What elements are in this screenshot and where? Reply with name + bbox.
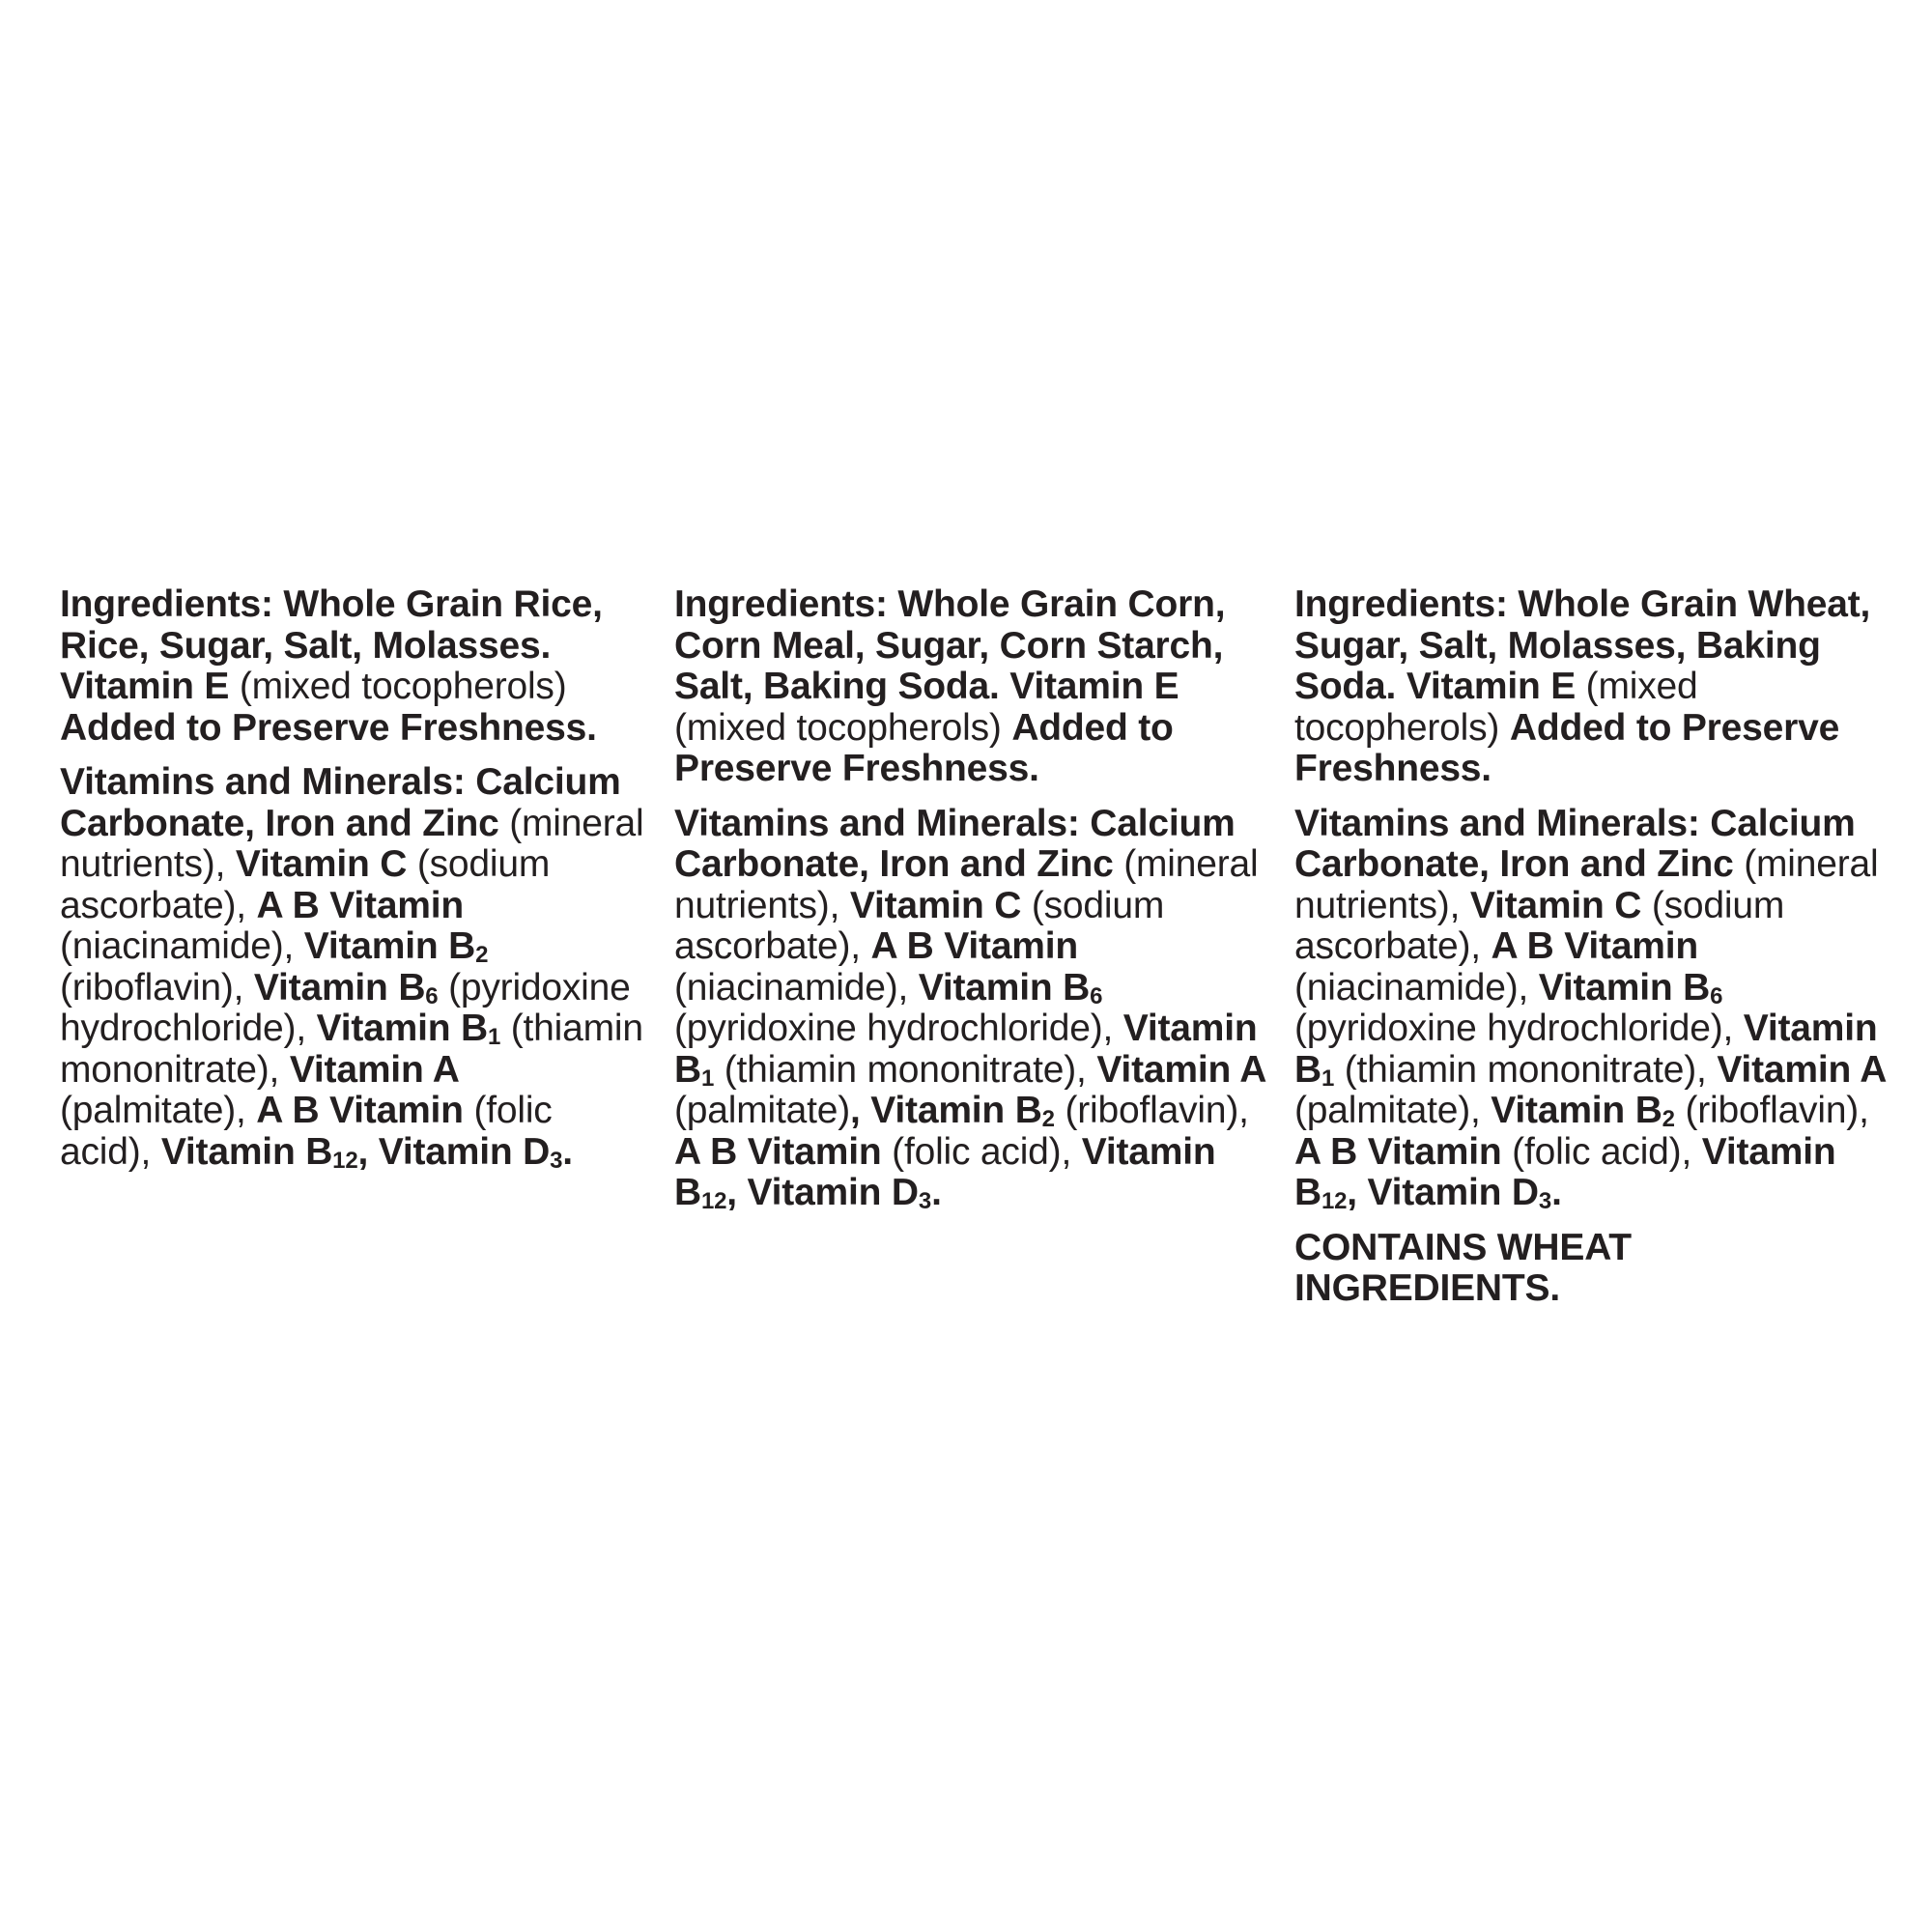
regular-text: (sodium ascorbate),	[1294, 884, 1785, 967]
vitamins-minerals-paragraph	[1294, 804, 1893, 1214]
regular-text: (pyridoxine hydrochloride),	[1294, 1008, 1744, 1049]
bold-text: Vitamin C	[1469, 884, 1642, 926]
regular-text: (thiamin mononitrate),	[1334, 1048, 1718, 1091]
bold-text: Vitamin B	[160, 1130, 333, 1173]
bold-text: Vitamin B	[1294, 1130, 1836, 1213]
bold-text: A B Vitamin	[870, 925, 1079, 967]
bold-text: , Vitamin D	[1347, 1172, 1539, 1213]
regular-text: (mineral nutrients),	[1294, 843, 1879, 926]
ingredients-column-2	[674, 584, 1273, 1228]
bold-text: CONTAINS WHEAT INGREDIENTS.	[1294, 1226, 1632, 1309]
subscript-text: 1	[1321, 1065, 1335, 1092]
bold-text: A B Vitamin	[256, 1090, 464, 1131]
regular-text: (palmitate),	[60, 1090, 257, 1131]
bold-text: .	[562, 1130, 573, 1173]
bold-text: .	[931, 1172, 942, 1213]
bold-text: , Vitamin D	[357, 1130, 551, 1173]
regular-text: (sodium ascorbate),	[60, 843, 551, 926]
regular-text: (mineral nutrients),	[674, 843, 1259, 926]
bold-text: Vitamin B	[674, 1008, 1258, 1091]
subscript-text: 1	[700, 1065, 715, 1092]
ingredients-column-3	[1294, 584, 1893, 1323]
bold-text: Vitamin B	[918, 966, 1091, 1009]
regular-text: (mixed tocopherols)	[229, 666, 567, 707]
bold-text: Vitamin B	[674, 1130, 1216, 1213]
subscript-text: 12	[700, 1188, 727, 1214]
bold-text: Added to Preserve Freshness.	[1294, 706, 1840, 789]
regular-text: (niacinamide),	[1294, 966, 1539, 1009]
bold-text: Vitamins and Minerals: Calcium Carbonate, Iron and Zinc	[60, 761, 621, 844]
regular-text: (mixed tocopherols)	[1294, 666, 1698, 749]
bold-text: Vitamin B	[316, 1008, 488, 1049]
bold-text: Vitamin B	[1491, 1090, 1662, 1131]
regular-text: (palmitate)	[674, 1090, 851, 1131]
bold-text: Vitamin C	[849, 884, 1022, 926]
bold-text: Vitamin A	[1717, 1048, 1888, 1091]
regular-text: (sodium ascorbate),	[674, 884, 1165, 967]
bold-text: Ingredients: Whole Grain Rice, Rice, Sugar, Salt, Molasses. Vitamin E	[60, 583, 603, 707]
bold-text: Ingredients: Whole Grain Wheat, Sugar, Salt, Molasses, Baking Soda. Vitamin E	[1294, 583, 1871, 707]
bold-text: , Vitamin D	[726, 1172, 919, 1213]
subscript-text: 6	[425, 982, 439, 1009]
bold-text: Vitamin B	[253, 966, 426, 1009]
bold-text: Vitamin B	[1294, 1008, 1878, 1091]
ingredients-paragraph	[674, 584, 1273, 790]
regular-text: (niacinamide),	[60, 925, 304, 967]
bold-text: Vitamins and Minerals: Calcium Carbonate, Iron and Zinc	[674, 802, 1236, 885]
bold-text: Vitamins and Minerals: Calcium Carbonate, Iron and Zinc	[1294, 802, 1856, 885]
vitamins-minerals-paragraph	[674, 804, 1273, 1214]
regular-text: (folic acid),	[881, 1130, 1082, 1173]
bold-text: Added to Preserve Freshness.	[60, 706, 597, 749]
subscript-text: 1	[487, 1024, 501, 1050]
subscript-text: 2	[475, 942, 489, 968]
regular-text: (folic acid),	[1501, 1130, 1702, 1173]
bold-text: .	[1551, 1172, 1562, 1213]
bold-text: Vitamin A	[1096, 1048, 1267, 1091]
subscript-text: 12	[1321, 1188, 1348, 1214]
regular-text: (riboflavin),	[60, 966, 254, 1009]
regular-text: (folic acid),	[60, 1090, 553, 1173]
vitamins-minerals-paragraph	[60, 762, 649, 1173]
ingredients-paragraph	[60, 584, 649, 749]
subscript-text: 3	[918, 1188, 932, 1214]
bold-text: Vitamin C	[235, 843, 408, 885]
regular-text: (riboflavin),	[1674, 1090, 1869, 1131]
regular-text: (mineral nutrients),	[60, 802, 644, 885]
allergen-statement	[1294, 1228, 1893, 1310]
regular-text: (thiamin mononitrate),	[60, 1008, 643, 1091]
bold-text: A B Vitamin	[674, 1130, 882, 1173]
ingredients-column-1	[60, 584, 649, 1186]
bold-text: Added to Preserve Freshness.	[674, 706, 1174, 789]
regular-text: (thiamin mononitrate),	[714, 1048, 1097, 1091]
regular-text: (niacinamide),	[674, 966, 919, 1009]
bold-text: A B Vitamin	[1294, 1130, 1502, 1173]
regular-text: (mixed tocopherols)	[674, 706, 1012, 749]
regular-text: (riboflavin),	[1054, 1090, 1249, 1131]
subscript-text: 2	[1041, 1106, 1055, 1132]
subscript-text: 6	[1710, 982, 1723, 1009]
bold-text: Vitamin A	[289, 1048, 460, 1091]
ingredients-paragraph	[1294, 584, 1893, 790]
subscript-text: 2	[1662, 1106, 1675, 1132]
bold-text: Vitamin B	[1538, 966, 1711, 1009]
bold-text: Ingredients: Whole Grain Corn, Corn Meal, Sugar, Corn Starch, Salt, Baking Soda. Vitamin E	[674, 583, 1226, 707]
bold-text: Vitamin B	[303, 925, 476, 967]
bold-text: A B Vitamin	[256, 884, 465, 926]
subscript-text: 3	[1538, 1188, 1552, 1214]
bold-text: A B Vitamin	[1491, 925, 1699, 967]
regular-text: (palmitate),	[1294, 1090, 1492, 1131]
bold-text: , Vitamin B	[850, 1090, 1042, 1131]
subscript-text: 12	[332, 1147, 358, 1174]
subscript-text: 3	[550, 1147, 563, 1174]
regular-text: (pyridoxine hydrochloride),	[674, 1008, 1123, 1049]
regular-text: (pyridoxine hydrochloride),	[60, 966, 631, 1049]
subscript-text: 6	[1090, 982, 1103, 1009]
